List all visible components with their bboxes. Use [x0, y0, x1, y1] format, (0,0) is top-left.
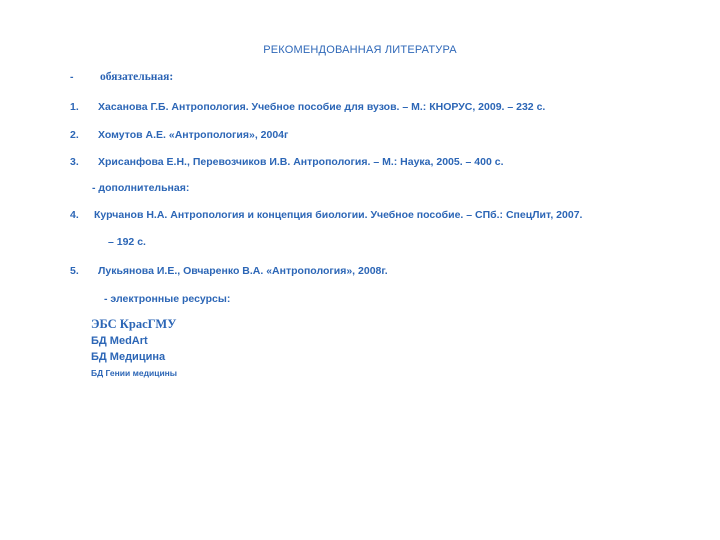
- additional-heading: - дополнительная:: [92, 182, 190, 194]
- list-item: [70, 156, 504, 168]
- item-number: 2.: [70, 129, 79, 141]
- item-number: 1.: [70, 101, 79, 113]
- item-text: Курчанов Н.А. Антропология и концепция биологии. Учебное пособие. – СПб.: СпецЛит, 2007.: [94, 209, 583, 221]
- list-item: [70, 265, 388, 277]
- item-text: Хомутов А.Е. «Антропология», 2004г: [98, 129, 289, 141]
- page-title: РЕКОМЕНДОВАННАЯ ЛИТЕРАТУРА: [263, 44, 457, 56]
- resource-item: БД MedArt: [91, 335, 148, 347]
- electronic-heading: - электронные ресурсы:: [104, 293, 231, 305]
- item-text: Хасанова Г.Б. Антропология. Учебное пособие для вузов. – М.: КНОРУС, 2009. – 232 с.: [98, 101, 546, 113]
- item-continuation: – 192 с.: [108, 236, 146, 248]
- item-text: Хрисанфова Е.Н., Перевозчиков И.В. Антропология. – М.: Наука, 2005. – 400 с.: [98, 156, 504, 168]
- dash: -: [70, 71, 74, 83]
- item-number: 5.: [70, 265, 79, 277]
- required-heading: [70, 71, 173, 83]
- list-item: [70, 209, 582, 221]
- resource-item: БД Медицина: [91, 351, 166, 363]
- resource-item: ЭБС КрасГМУ: [91, 317, 177, 331]
- item-number: 4.: [70, 209, 79, 221]
- list-item: [70, 101, 545, 113]
- list-item: [70, 129, 288, 141]
- resource-item: БД Гении медицины: [91, 368, 178, 378]
- item-number: 3.: [70, 156, 79, 168]
- required-label: обязательная:: [100, 71, 174, 83]
- item-text: Лукьянова И.Е., Овчаренко В.А. «Антропология», 2008г.: [98, 265, 388, 277]
